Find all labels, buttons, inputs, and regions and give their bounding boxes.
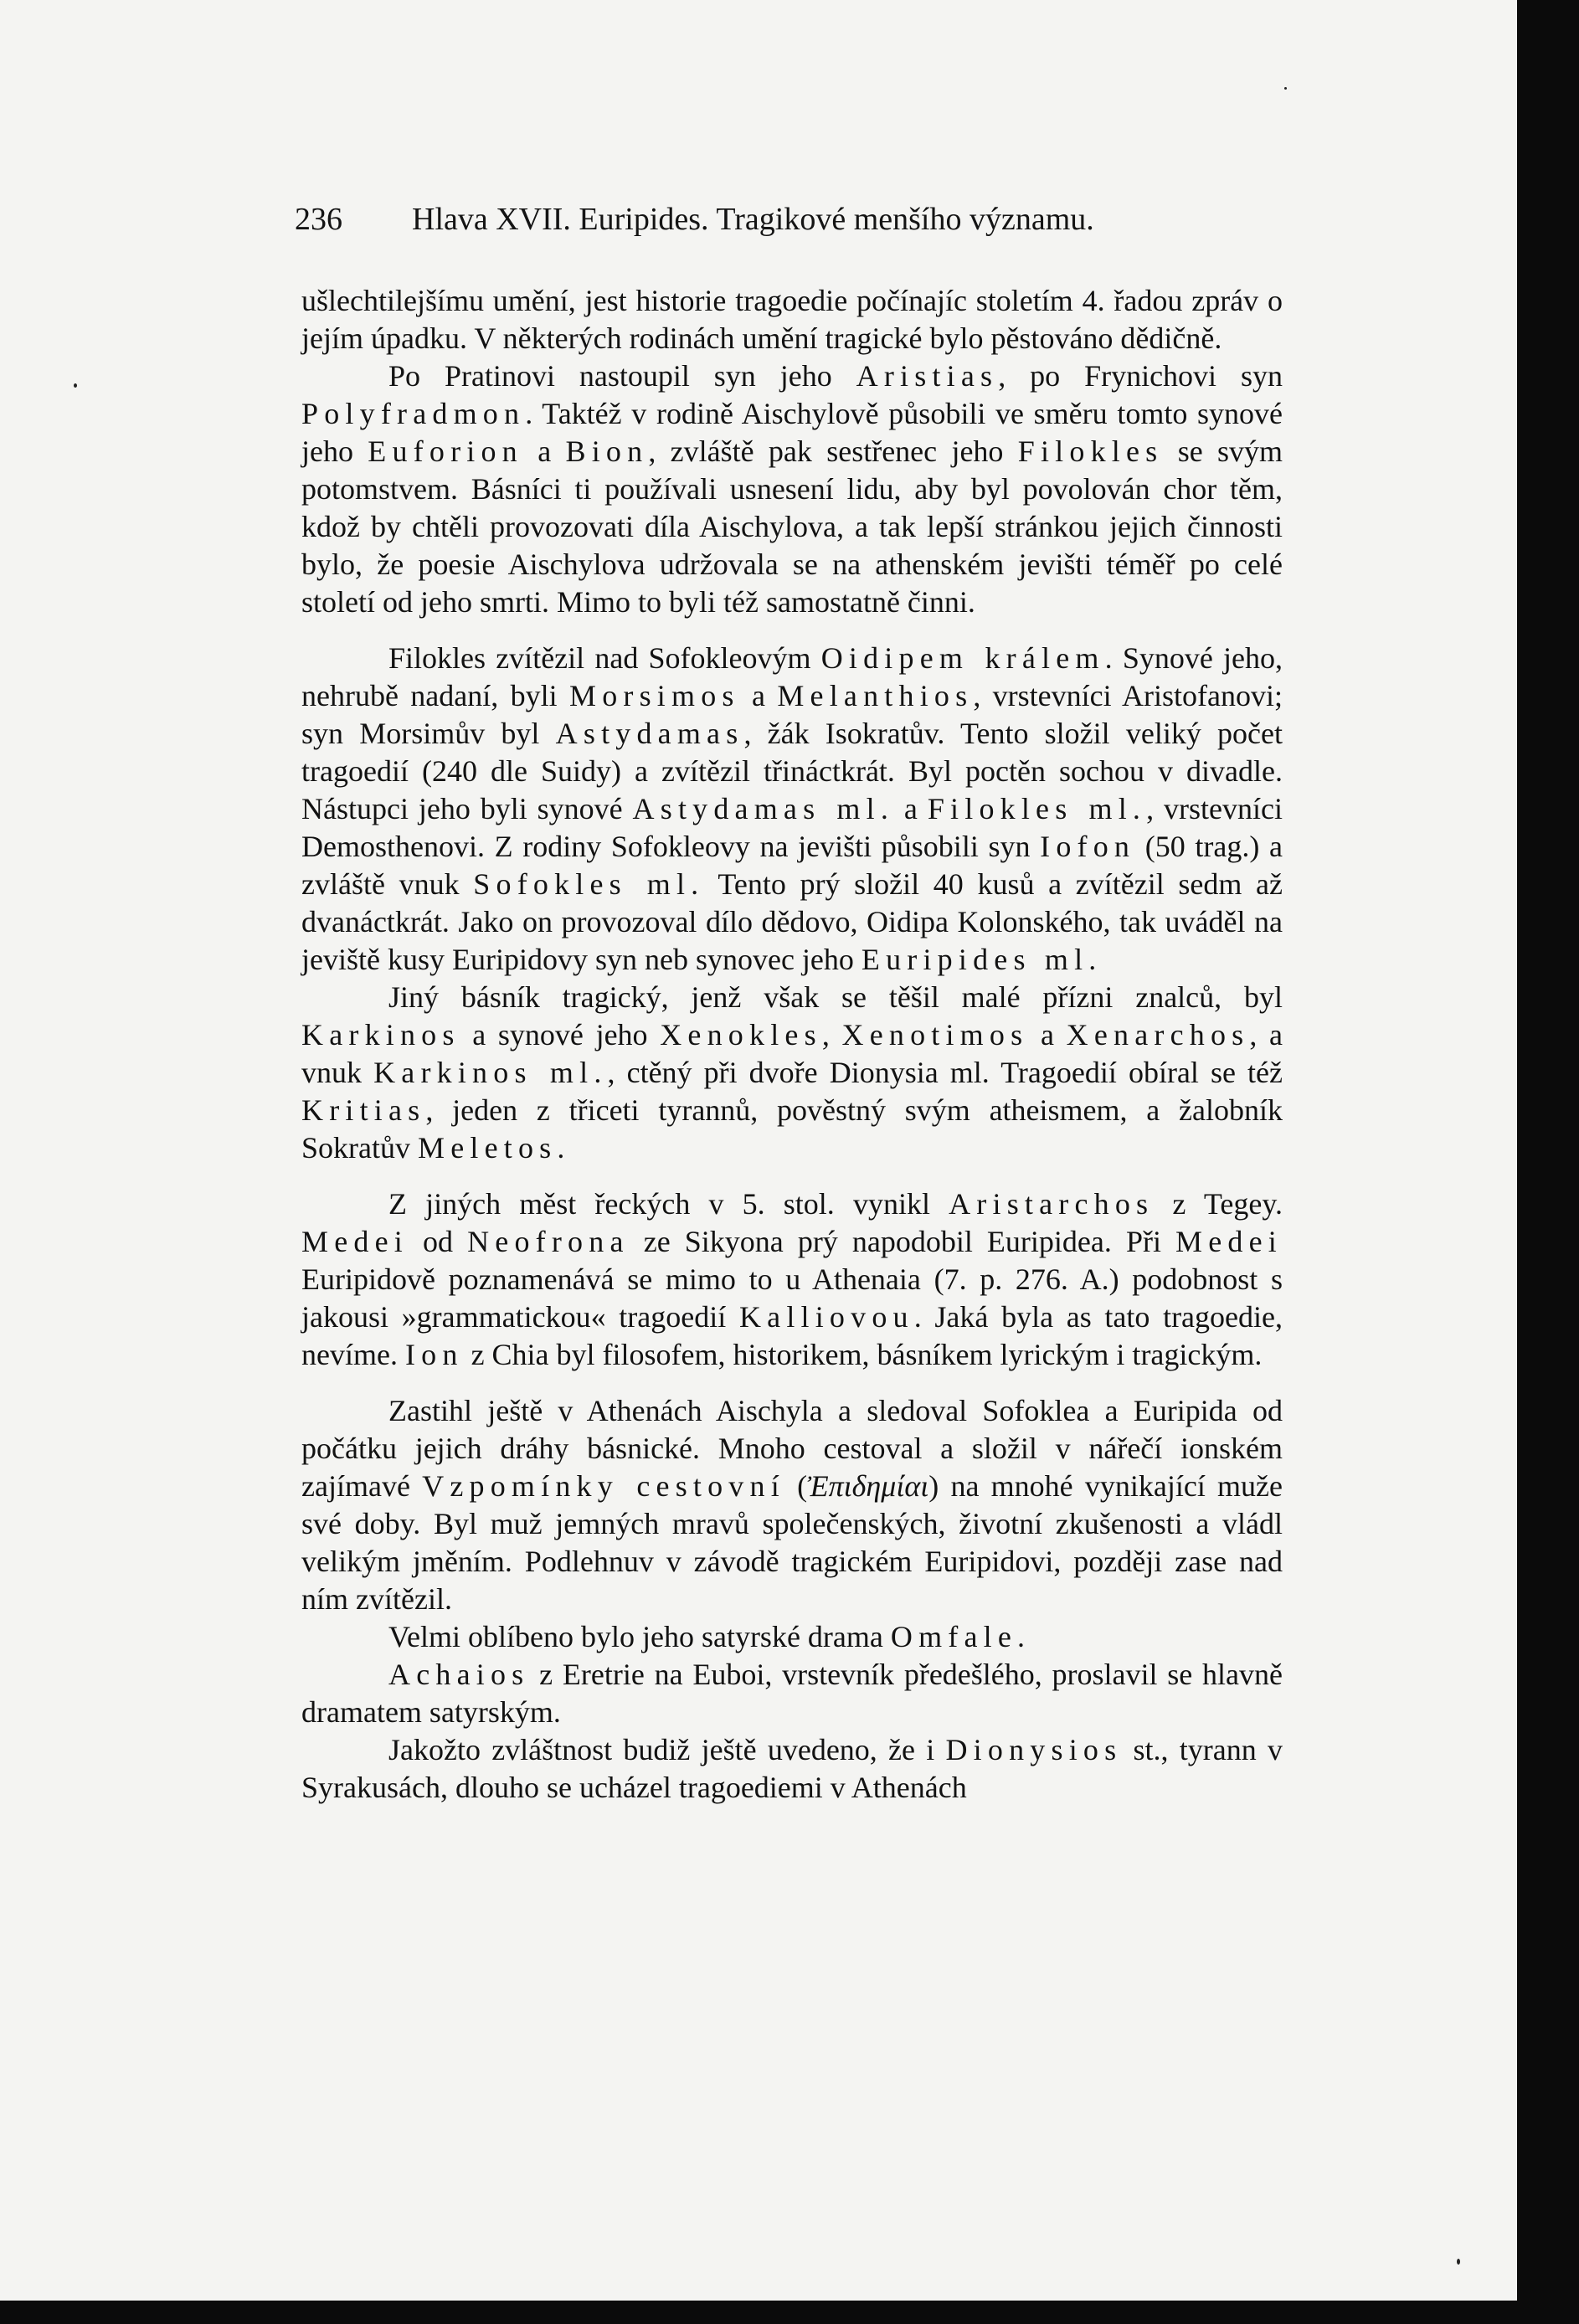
spaced-name: Astydamas ml. <box>632 792 895 825</box>
spaced-name: Astydamas <box>555 717 744 750</box>
text-run: Velmi oblíbeno bylo jeho satyrské drama <box>388 1620 891 1653</box>
text-run: st., tyrann v Syrakusách, dlouho se ucházel tragoediemi v Athenách <box>301 1733 1283 1804</box>
page-number: 236 <box>295 202 342 237</box>
text-run: a <box>522 434 566 468</box>
text-run: . <box>557 1131 565 1165</box>
text-run: Jakožto zvláštnost budiž ještě uvedeno, že i <box>388 1733 946 1766</box>
paragraph <box>301 979 1283 1167</box>
spaced-name: Vzpomínky cestovní <box>422 1469 785 1503</box>
paragraph <box>301 282 1283 357</box>
paragraph <box>301 1618 1283 1656</box>
spaced-name: Xenarchos <box>1066 1018 1250 1051</box>
text-run: z Tegey. <box>1154 1187 1283 1221</box>
text-run: . Taktéž v rodině Aischylově působili ve směru tomto synové jeho <box>301 397 1283 468</box>
spaced-name: Karkinos ml. <box>373 1056 608 1089</box>
scan-border-right <box>1517 0 1579 2324</box>
scan-speck <box>74 383 77 388</box>
body-text <box>301 282 1283 1807</box>
spaced-name: Karkinos <box>301 1018 460 1051</box>
spaced-name: Polyfradmon <box>301 397 526 430</box>
spaced-name: Filokles <box>1017 434 1164 468</box>
spaced-name: Melanthios <box>777 679 974 712</box>
spaced-name: Omfale <box>890 1620 1018 1653</box>
text-run: Jiný básník tragický, jenž však se těšil malé přízni znalců, byl <box>388 980 1283 1014</box>
spaced-name: Medei <box>301 1225 409 1258</box>
spaced-name: Xenokles <box>660 1018 822 1051</box>
paragraph <box>301 1731 1283 1807</box>
spaced-name: Dionysios <box>945 1733 1123 1766</box>
text-run: z Chia byl filosofem, historikem, básníkem lyrickým i tragickým. <box>463 1338 1263 1371</box>
text-run: (50 trag.) a zvláště vnuk <box>301 830 1283 901</box>
text-run: , žák Isokratův. Tento složil veliký počet tragoedií (240 dle Suidy) a zvítězil třináctkrát. Byl poctěn sochou v divadle. Nástupci jeho byli synové <box>301 717 1283 825</box>
spaced-name: Morsimos <box>569 679 740 712</box>
spaced-name: Meletos <box>418 1131 558 1165</box>
text-run: ) na mnohé vynikající muže své doby. Byl muž jemných mravů společenských, životní zkušenosti a vládl velikým jměním. Podlehnuv v závodě tragickém Euripidovi, později zase nad ním zvítězil. <box>301 1469 1283 1616</box>
spaced-name: Euforion <box>368 434 523 468</box>
spaced-name: Achaios <box>388 1658 530 1691</box>
paragraph <box>301 357 1283 621</box>
text-run: . <box>1017 1620 1026 1653</box>
spaced-name: Neofrona <box>467 1225 630 1258</box>
spaced-name: Xenotimos <box>841 1018 1029 1051</box>
text-run: Filokles zvítězil nad Sofokleovým <box>388 641 821 675</box>
text-run: a <box>1028 1018 1067 1051</box>
text-run: , vrstevníci Demosthenovi. Z rodiny Sofokleovy na jevišti působili syn <box>301 792 1283 863</box>
text-run: Z jiných měst řeckých v 5. stol. vynikl <box>388 1187 949 1221</box>
spaced-name: Sofokles ml. <box>473 867 705 901</box>
text-run: ze Sikyona prý napodobil Euripidea. Při <box>629 1225 1176 1258</box>
text-run: , vrstevníci Aristofanovi; syn Morsimův byl <box>301 679 1283 750</box>
text-run: a <box>739 679 778 712</box>
scan-speck <box>1284 87 1287 90</box>
text-run: z Eretrie na Euboi, vrstevník předešlého, proslavil se hlavně dramatem satyrským. <box>301 1658 1283 1729</box>
text-run: Zastihl ještě v Athenách Aischyla a sledoval Sofoklea a Euripida od počátku jejich dráhy básnické. Mnoho cestoval a složil v nářečí ionském zajímavé <box>301 1394 1283 1503</box>
text-run: a synové jeho <box>460 1018 661 1051</box>
spaced-name: Filokles ml. <box>927 792 1147 825</box>
greek-title: Ἐπιδημίαι <box>807 1469 929 1503</box>
spaced-name: Iofon <box>1040 830 1136 863</box>
spaced-name: Aristarchos <box>949 1187 1155 1221</box>
spaced-name: Medei <box>1175 1225 1283 1258</box>
text-run: Euripidově poznamenává se mimo to u Athenaia (7. p. 276. A.) podobnost s jakousi »grammatickou« tragoedií <box>301 1262 1283 1334</box>
text-run: a <box>894 792 928 825</box>
text-run: . Synové jeho, nehrubě nadaní, byli <box>301 641 1283 712</box>
running-title: Hlava XVII. Euripides. Tragikové menšího významu. <box>412 202 1094 237</box>
spaced-name: Bion <box>565 434 649 468</box>
text-run: Po Pratinovi nastoupil syn jeho <box>388 359 856 393</box>
spaced-name: Euripides ml. <box>861 943 1103 976</box>
text-run: ušlechtilejšímu umění, jest historie tragoedie počínajíc stoletím 4. řadou zpráv o jejím úpadku. V některých rodinách umění tragické bylo pěstováno dědičně. <box>301 284 1283 355</box>
text-run: Tento prý složil 40 kusů a zvítězil sedm až dvanáctkrát. Jako on provozoval dílo dědovo, Oidipa Kolonského, tak uváděl na jeviště kusy Euripidovy syn neb synovec jeho <box>301 867 1283 976</box>
text-run: ( <box>784 1469 808 1503</box>
text-run: . Jaká byla as tato tragoedie, nevíme. <box>301 1300 1283 1371</box>
spaced-name: Oidipem králem <box>820 641 1105 675</box>
paragraph <box>301 1392 1283 1618</box>
scan-speck <box>1457 2259 1460 2265</box>
running-header <box>295 201 1299 238</box>
text-run: , ctěný při dvoře Dionysia ml. Tragoedií obíral se též <box>607 1056 1283 1089</box>
spaced-name: Kritias <box>301 1093 426 1127</box>
text-run: se svým potomstvem. Básníci ti používali usnesení lidu, aby byl povolován chor těm, kdož by chtěli provozovati díla Aischylova, a tak lepší stránkou jejich činnosti bylo, že poesie Aischylova udržovala se na athenském jevišti téměř po celé století od jeho smrti. Mimo to byli též samostatně činni. <box>301 434 1283 619</box>
paragraph <box>301 640 1283 979</box>
text-run: od <box>408 1225 468 1258</box>
text-run: , <box>821 1018 842 1051</box>
spaced-name: Ion <box>404 1338 464 1371</box>
text-run: , po Frynichovi syn <box>998 359 1283 393</box>
spaced-name: Aristias <box>856 359 999 393</box>
spaced-name: Kalliovou <box>738 1300 914 1334</box>
text-run: , a vnuk <box>301 1018 1283 1089</box>
paragraph <box>301 1185 1283 1374</box>
paragraph <box>301 1656 1283 1731</box>
scan-border-bottom <box>0 2301 1579 2324</box>
text-run: , jeden z třiceti tyrannů, pověstný svým atheismem, a žalobník Sokratův <box>301 1093 1283 1165</box>
text-run: , zvláště pak sestřenec jeho <box>648 434 1018 468</box>
